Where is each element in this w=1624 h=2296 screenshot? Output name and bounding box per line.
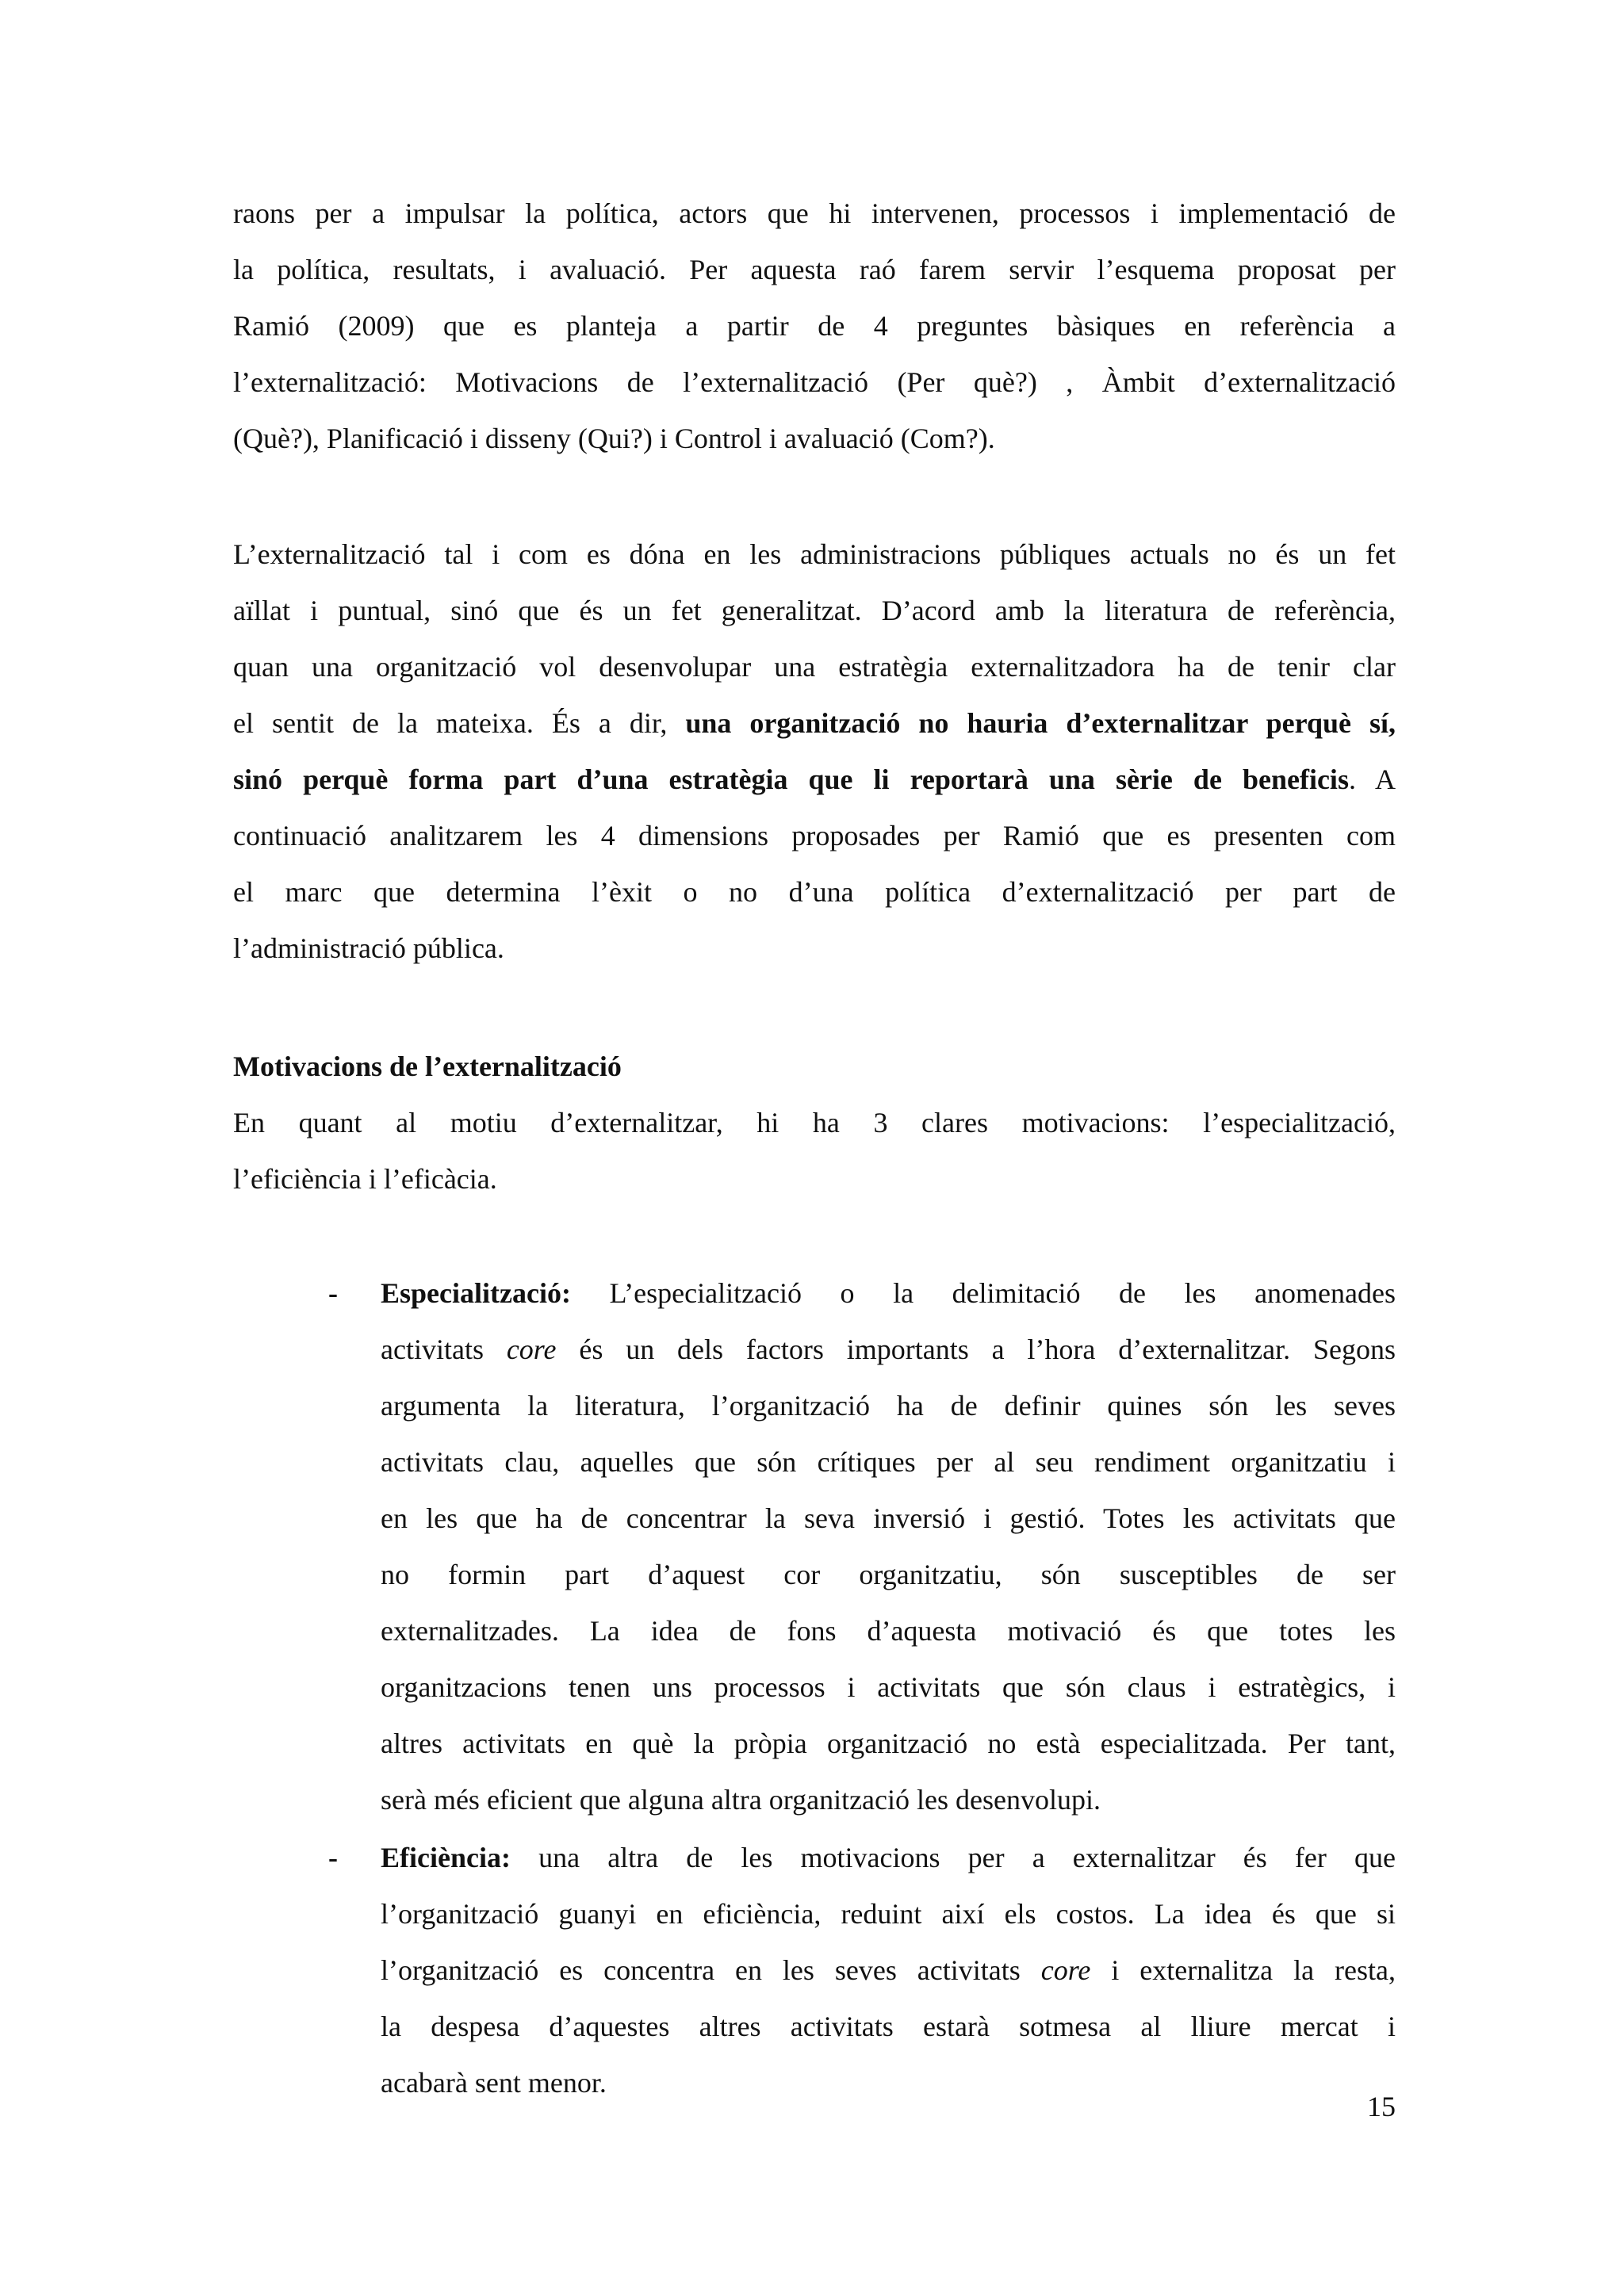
bullet-dash: - xyxy=(328,1842,338,1873)
bullet-line: externalitzades. La idea de fons d’aquesta motivació és que totes les xyxy=(381,1615,1396,1647)
page-number: 15 xyxy=(1367,2091,1396,2122)
paragraph-line: el marc que determina l’èxit o no d’una política d’externalització per part de xyxy=(233,876,1396,908)
paragraph-2 xyxy=(233,526,1396,977)
bullet-line: no formin part d’aquest cor organitzatiu, són susceptibles de ser xyxy=(381,1559,1396,1590)
plain-text: el sentit de la mateixa. És a dir, xyxy=(233,707,686,739)
bullet-line: serà més eficient que alguna altra organització les desenvolupi. xyxy=(381,1784,1101,1816)
paragraph-3 xyxy=(233,1095,1396,1207)
italic-term: core xyxy=(506,1334,557,1365)
bullet-term: Especialització: xyxy=(381,1277,571,1309)
bullet-line: altres activitats en què la pròpia organització no està especialitzada. Per tant, xyxy=(381,1728,1396,1759)
bullet-line xyxy=(381,1830,1396,1886)
paragraph-line: quan una organització vol desenvolupar una estratègia externalitzadora ha de tenir clar xyxy=(233,651,1396,683)
paragraph-line: En quant al motiu d’externalitzar, hi ha 3 clares motivacions: l’especialització, xyxy=(233,1107,1396,1138)
plain-text: l’organització es concentra en les seves activitats xyxy=(381,1954,1041,1986)
plain-text: una altra de les motivacions per a externalitzar és fer que xyxy=(510,1842,1396,1873)
plain-text: . A xyxy=(1348,763,1396,795)
bullet-term: Eficiència: xyxy=(381,1842,511,1873)
italic-term: core xyxy=(1040,1954,1091,1986)
paragraph-line: la política, resultats, i avaluació. Per aquesta raó farem servir l’esquema proposat per xyxy=(233,254,1396,285)
plain-text: L’especialització o la delimitació de les anomenades xyxy=(570,1277,1396,1309)
bullet-body xyxy=(381,1265,1396,1828)
bullet-dash: - xyxy=(328,1277,338,1309)
plain-text: és un dels factors importants a l’hora d’externalitzar. Segons xyxy=(556,1334,1396,1365)
plain-text: activitats xyxy=(381,1334,507,1365)
bullet-line xyxy=(381,1265,1396,1322)
bullet-body xyxy=(381,1830,1396,2111)
paragraph-line: l’administració pública. xyxy=(233,932,504,964)
paragraph-line: continuació analitzarem les 4 dimensions proposades per Ramió que es presenten com xyxy=(233,820,1396,851)
paragraph-1 xyxy=(233,186,1396,467)
paragraph-line: aïllat i puntual, sinó que és un fet generalitzat. D’acord amb la literatura de referència, xyxy=(233,595,1396,626)
section-heading-text: Motivacions de l’externalització xyxy=(233,1050,622,1082)
bullet-line: activitats clau, aquelles que són crítiques per al seu rendiment organitzatiu i xyxy=(381,1446,1396,1478)
section-heading xyxy=(233,1039,1396,1095)
bullet-line: argumenta la literatura, l’organització ha de definir quines són les seves xyxy=(381,1390,1396,1422)
bullet-line: en les que ha de concentrar la seva inversió i gestió. Totes les activitats que xyxy=(381,1502,1396,1534)
paragraph-line: L’externalització tal i com es dóna en les administracions públiques actuals no és un fet xyxy=(233,538,1396,570)
bullet-line: la despesa d’aquestes altres activitats estarà sotmesa al lliure mercat i xyxy=(381,2011,1396,2042)
paragraph-line: Ramió (2009) que es planteja a partir de 4 preguntes bàsiques en referència a xyxy=(233,310,1396,342)
bold-emphasis: sinó perquè forma part d’una estratègia que li reportarà una sèrie de beneficis xyxy=(233,763,1349,795)
paragraph-line: l’externalització: Motivacions de l’externalització (Per què?) , Àmbit d’externalització xyxy=(233,366,1396,398)
paragraph-line xyxy=(233,695,1396,752)
bullet-line: organitzacions tenen uns processos i activitats que són claus i estratègics, i xyxy=(381,1671,1396,1703)
bullet-line xyxy=(381,1942,1396,1999)
paragraph-line: l’eficiència i l’eficàcia. xyxy=(233,1163,497,1195)
paragraph-line: raons per a impulsar la política, actors que hi intervenen, processos i implementació de xyxy=(233,197,1396,229)
bullet-line xyxy=(381,1322,1396,1378)
bullet-line: acabarà sent menor. xyxy=(381,2067,607,2099)
plain-text: i externalitza la resta, xyxy=(1090,1954,1396,1986)
bold-emphasis: una organització no hauria d’externalitzar perquè sí, xyxy=(685,707,1396,739)
paragraph-line: (Què?), Planificació i disseny (Qui?) i Control i avaluació (Com?). xyxy=(233,423,995,454)
paragraph-line xyxy=(233,752,1396,808)
bullet-line: l’organització guanyi en eficiència, reduint així els costos. La idea és que si xyxy=(381,1898,1396,1930)
